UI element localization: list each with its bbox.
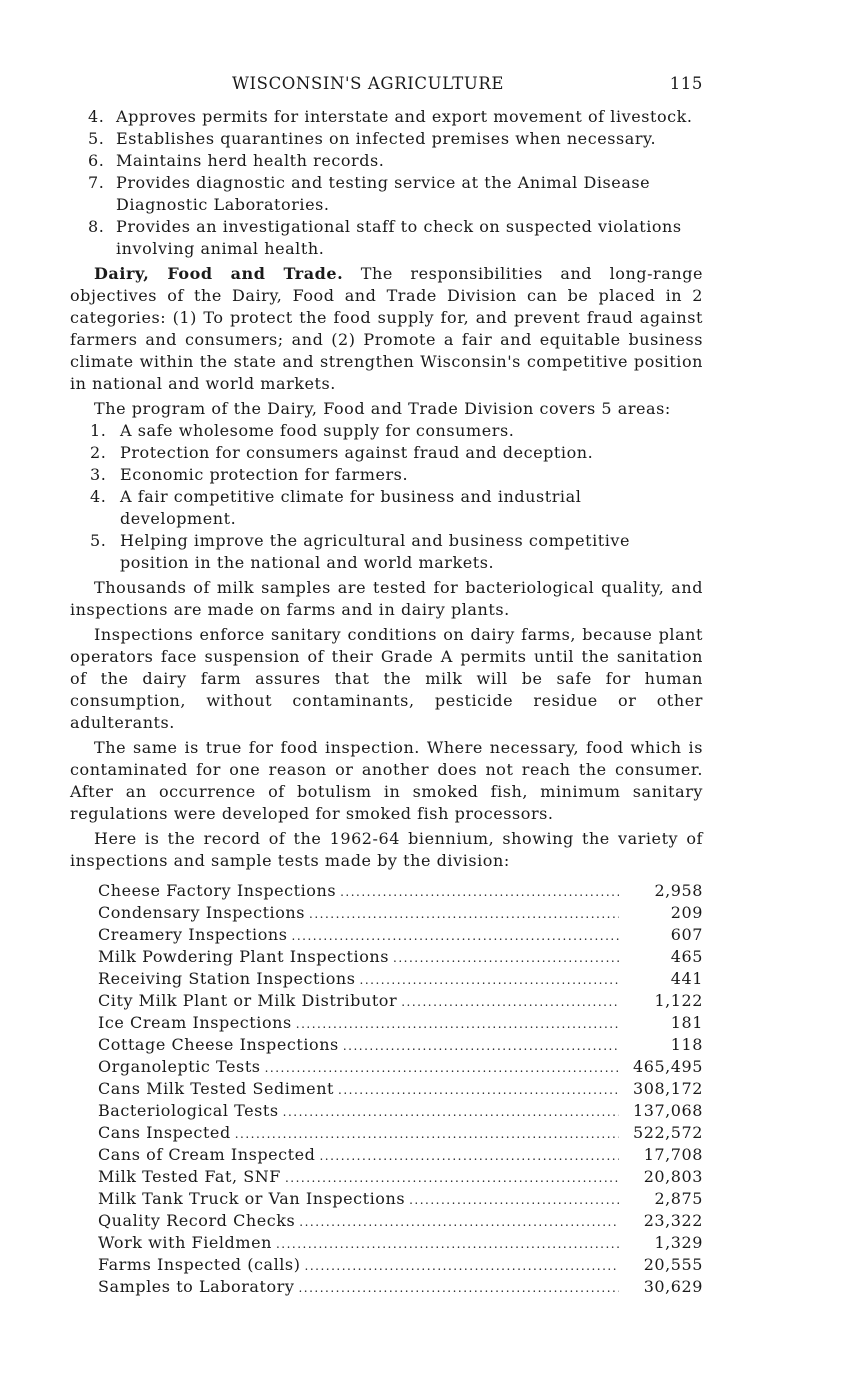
stat-row [98,1122,703,1144]
dot-leader [285,1167,619,1189]
stat-row [98,1056,703,1078]
dot-leader [393,947,619,969]
list-item [70,420,703,442]
stat-label: Quality Record Checks [98,1211,296,1230]
stat-label: Bacteriological Tests [98,1101,279,1120]
list-item-text: Provides an investigational staff to check on suspected violations involving animal health. [116,217,682,258]
list-item [70,530,703,574]
list-item [70,150,703,172]
section-heading: Dairy, Food and Trade. [94,264,344,283]
stat-label: Receiving Station Inspections [98,969,356,988]
stat-row [98,1100,703,1122]
stat-row [98,1078,703,1100]
list-item-number: 4. [90,487,107,506]
stat-value: 209 [670,903,703,922]
stat-label: Milk Tested Fat, SNF [98,1167,281,1186]
dot-leader [305,1255,620,1277]
stat-value: 465 [670,947,703,966]
page-header [70,74,703,100]
dot-leader [235,1123,619,1145]
dot-leader [319,1145,619,1167]
list-item-text: Helping improve the agricultural and business competitive position in the national and world markets. [120,531,631,572]
stat-value: 181 [670,1013,703,1032]
inspection-stats-table [70,880,703,1298]
stat-value: 20,555 [643,1255,703,1274]
dot-leader [338,1079,619,1101]
list-item [70,464,703,486]
stat-row [98,1034,703,1056]
record-intro-paragraph: Here is the record of the 1962-64 biennium, showing the variety of inspections and sample tests made by the division: [70,829,703,870]
list-item-text: Approves permits for interstate and export movement of livestock. [116,107,693,126]
stat-row [98,1232,703,1254]
list-item-number: 5. [88,129,105,148]
dot-leader [299,1211,619,1233]
dairy-intro-text: The responsibilities and long-range objectives of the Dairy, Food and Trade Division can be placed in 2 categories: (1) To protect the food supply for, and prevent fraud against farmers and consumers; and (2) Promote a fair and equitable business climate within the state and strengthen Wisconsin's competitive position in national and world markets. [70,264,704,393]
stat-label: Cans Milk Tested Sediment [98,1079,335,1098]
stat-value: 2,958 [654,881,703,900]
stat-value: 607 [670,925,703,944]
list-item-number: 3. [90,465,107,484]
stat-value: 20,803 [643,1167,703,1186]
stat-label: Cans Inspected [98,1123,231,1142]
list-item [70,128,703,150]
list-item-number: 8. [88,217,105,236]
page-content [70,106,703,1298]
stat-row [98,1210,703,1232]
list-item-number: 6. [88,151,105,170]
stat-label: Milk Powdering Plant Inspections [98,947,389,966]
stat-label: Cottage Cheese Inspections [98,1035,339,1054]
stat-row [98,1144,703,1166]
stat-value: 441 [670,969,703,988]
stat-value: 522,572 [632,1123,703,1142]
program-intro: The program of the Dairy, Food and Trade Division covers 5 areas: [94,399,671,418]
stat-label: Farms Inspected (calls) [98,1255,301,1274]
stat-label: Work with Fieldmen [98,1233,272,1252]
dot-leader [340,881,619,903]
dot-leader [409,1189,619,1211]
dot-leader [283,1101,619,1123]
list-item-number: 4. [88,107,105,126]
food-inspection-paragraph: The same is true for food inspection. Where necessary, food which is contaminated for one reason or another does not reach the consumer. After an occurrence of botulism in smoked fish, minimum sanitary regulations were developed for smoked fish processors. [70,738,703,823]
list-item [70,486,703,530]
stat-label: Ice Cream Inspections [98,1013,292,1032]
stat-row [98,902,703,924]
list-item-text: Maintains herd health records. [116,151,385,170]
stat-value: 118 [670,1035,703,1054]
list-item-text: A fair competitive climate for business and industrial development. [120,487,582,528]
animal-health-list [70,106,703,260]
list-item [70,172,703,216]
stat-row [98,1276,703,1298]
page-number: 115 [669,74,703,93]
stat-value: 17,708 [643,1145,703,1164]
stat-value: 308,172 [632,1079,703,1098]
list-item-text: Protection for consumers against fraud and deception. [120,443,594,462]
stat-value: 137,068 [632,1101,703,1120]
stat-label: Condensary Inspections [98,903,306,922]
stat-value: 23,322 [643,1211,703,1230]
dairy-intro-paragraph [70,263,703,395]
dot-leader [276,1233,619,1255]
list-item [70,442,703,464]
list-item [70,216,703,260]
stat-label: Samples to Laboratory [98,1277,295,1296]
list-item-number: 7. [88,173,105,192]
dot-leader [343,1035,619,1057]
list-item-text: Economic protection for farmers. [120,465,409,484]
stat-label: Milk Tank Truck or Van Inspections [98,1189,406,1208]
list-item-text: Provides diagnostic and testing service at the Animal Disease Diagnostic Laboratories. [116,173,651,214]
dot-leader [360,969,619,991]
inspections-paragraph: Inspections enforce sanitary conditions on dairy farms, because plant operators face suspension of their Grade A permits until the sanitation of the dairy farm assures that the milk will be safe for human consumption, without contaminants, pesticide residue or other adulterants. [70,625,703,732]
stat-row [98,924,703,946]
list-item [70,106,703,128]
stat-value: 1,329 [654,1233,703,1252]
stat-row [98,1012,703,1034]
stat-value: 465,495 [632,1057,703,1076]
stat-row [98,946,703,968]
dot-leader [298,1277,619,1299]
stat-value: 30,629 [643,1277,703,1296]
running-title: WISCONSIN'S AGRICULTURE [232,74,505,93]
stat-value: 1,122 [654,991,703,1010]
dot-leader [265,1057,619,1079]
list-item-number: 5. [90,531,107,550]
stat-label: Cans of Cream Inspected [98,1145,316,1164]
dot-leader [292,925,619,947]
dot-leader [401,991,619,1013]
dot-leader [296,1013,619,1035]
stat-row [98,1166,703,1188]
stat-value: 2,875 [654,1189,703,1208]
stat-label: Creamery Inspections [98,925,288,944]
milk-samples-paragraph: Thousands of milk samples are tested for bacteriological quality, and inspections are made on farms and in dairy plants. [70,578,703,619]
list-item-number: 1. [90,421,107,440]
stat-label: City Milk Plant or Milk Distributor [98,991,398,1010]
stat-label: Organoleptic Tests [98,1057,261,1076]
stat-row [98,1188,703,1210]
stat-label: Cheese Factory Inspections [98,881,337,900]
program-areas-list [70,420,703,574]
dot-leader [309,903,619,925]
stat-row [98,990,703,1012]
list-item-text: Establishes quarantines on infected premises when necessary. [116,129,657,148]
stat-row [98,968,703,990]
stat-row [98,880,703,902]
stat-row [98,1254,703,1276]
list-item-text: A safe wholesome food supply for consumers. [120,421,515,440]
list-item-number: 2. [90,443,107,462]
